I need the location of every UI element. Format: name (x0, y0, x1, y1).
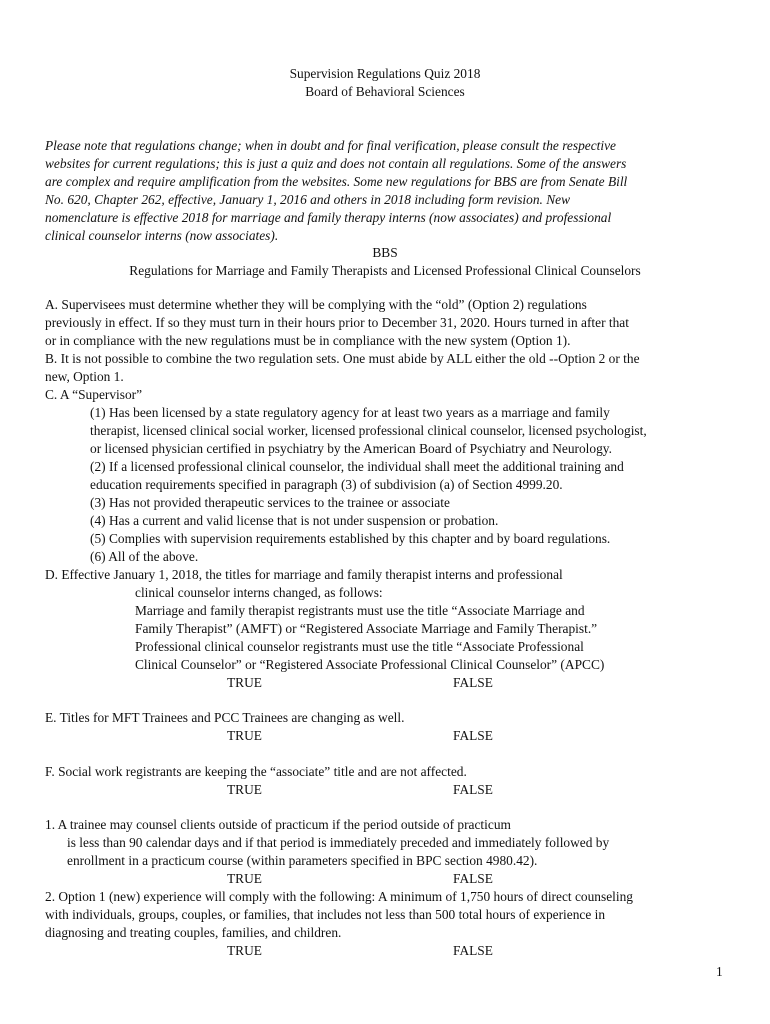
question-1-line: 1. A trainee may counsel clients outside of practicum if the period outside of practicum (45, 817, 511, 832)
page-subtitle: Board of Behavioral Sciences (305, 84, 465, 99)
question-1-line: is less than 90 calendar days and if that period is immediately preceded and immediately followed by (67, 835, 610, 850)
item-b-line: new, Option 1. (45, 369, 124, 384)
section-subheading: Regulations for Marriage and Family Therapists and Licensed Professional Clinical Counselors (129, 263, 641, 278)
question-1-line: enrollment in a practicum course (within parameters specified in BPC section 4980.42). (67, 853, 538, 868)
item-c-line: (4) Has a current and valid license that is not under suspension or probation. (90, 513, 499, 528)
question-2-line: 2. Option 1 (new) experience will comply with the following: A minimum of 1,750 hours of direct counseling (45, 889, 633, 904)
page-number: 1 (716, 964, 723, 979)
note-line: clinical counselor interns (now associates). (45, 228, 279, 243)
false-option[interactable]: FALSE (453, 871, 493, 886)
item-d-line: Clinical Counselor” or “Registered Associate Professional Clinical Counselor” (APCC) (135, 657, 605, 672)
item-c-line: or licensed physician certified in psychiatry by the American Board of Psychiatry and Neurology. (90, 441, 612, 456)
true-option[interactable]: TRUE (227, 943, 262, 958)
question-2-line: diagnosing and treating couples, families, and children. (45, 925, 342, 940)
item-c-line: (1) Has been licensed by a state regulatory agency for at least two years as a marriage and family (90, 405, 610, 420)
note-line: No. 620, Chapter 262, effective, January 1, 2016 and others in 2018 including form revision. New (45, 192, 571, 207)
section-heading: BBS (372, 245, 398, 260)
item-c-line: (5) Complies with supervision requirements established by this chapter and by board regulations. (90, 531, 611, 546)
item-d-line: Professional clinical counselor registrants must use the title “Associate Professional (135, 639, 584, 654)
item-c-heading: C. A “Supervisor” (45, 387, 143, 402)
true-option[interactable]: TRUE (227, 782, 262, 797)
item-d-line: D. Effective January 1, 2018, the titles for marriage and family therapist interns and professional (45, 567, 563, 582)
item-a-line: or in compliance with the new regulations must be in compliance with the new system (Option 1). (45, 333, 571, 348)
false-option[interactable]: FALSE (453, 782, 493, 797)
item-d-line: clinical counselor interns changed, as follows: (135, 585, 383, 600)
true-option[interactable]: TRUE (227, 728, 262, 743)
true-option[interactable]: TRUE (227, 871, 262, 886)
note-line: are complex and require amplification from the websites. Some new regulations for BBS are from Senate Bill (45, 174, 628, 189)
item-b-line: B. It is not possible to combine the two regulation sets. One must abide by ALL either the old --Option 2 or the (45, 351, 640, 366)
item-d-line: Family Therapist” (AMFT) or “Registered Associate Marriage and Family Therapist.” (135, 621, 598, 636)
item-d-line: Marriage and family therapist registrants must use the title “Associate Marriage and (135, 603, 585, 618)
item-c-line: (6) All of the above. (90, 549, 199, 564)
question-2-line: with individuals, groups, couples, or families, that includes not less than 500 total hours of experience in (45, 907, 606, 922)
item-f-line: F. Social work registrants are keeping the “associate” title and are not affected. (45, 764, 467, 779)
note-line: nomenclature is effective 2018 for marriage and family therapy interns (now associates) and professional (45, 210, 612, 225)
page-title: Supervision Regulations Quiz 2018 (289, 66, 481, 81)
false-option[interactable]: FALSE (453, 943, 493, 958)
false-option[interactable]: FALSE (453, 675, 493, 690)
item-e-line: E. Titles for MFT Trainees and PCC Trainees are changing as well. (45, 710, 405, 725)
item-a-line: previously in effect. If so they must turn in their hours prior to December 31, 2020. Hours turned in after that (45, 315, 629, 330)
true-option[interactable]: TRUE (227, 675, 262, 690)
item-a-line: A. Supervisees must determine whether they will be complying with the “old” (Option 2) regulations (45, 297, 587, 312)
note-line: Please note that regulations change; when in doubt and for final verification, please consult the respective (45, 138, 616, 153)
item-c-line: education requirements specified in paragraph (3) of subdivision (a) of Section 4999.20. (90, 477, 563, 492)
item-c-line: (3) Has not provided therapeutic services to the trainee or associate (90, 495, 450, 510)
item-c-line: (2) If a licensed professional clinical counselor, the individual shall meet the additional training and (90, 459, 624, 474)
false-option[interactable]: FALSE (453, 728, 493, 743)
note-line: websites for current regulations; this is just a quiz and does not contain all regulations. Some of the answers (45, 156, 627, 171)
item-c-line: therapist, licensed clinical social worker, licensed professional clinical counselor, licensed psychologist, (90, 423, 647, 438)
